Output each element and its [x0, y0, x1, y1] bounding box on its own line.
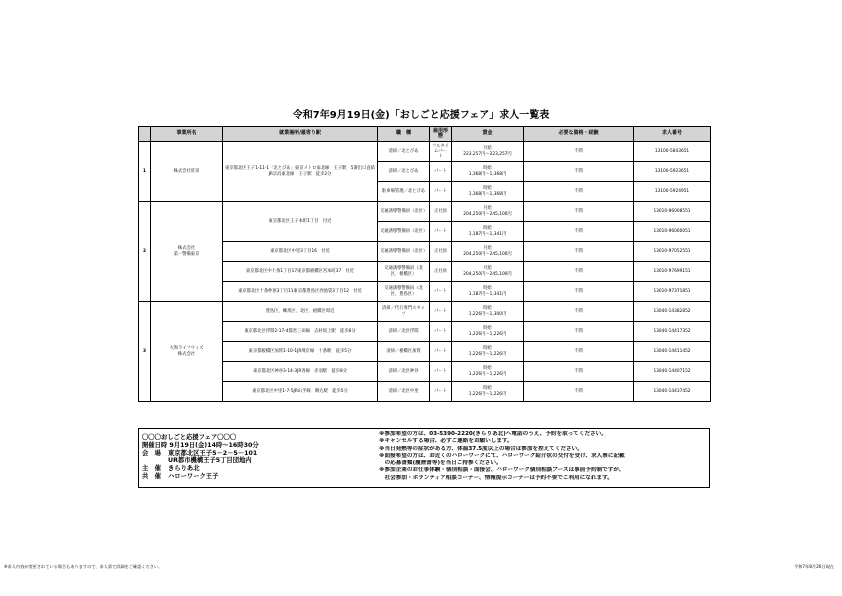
- page-title: 令和7年9月19日(金)「おしごと応援フェア」求人一覧表: [292, 110, 550, 121]
- footer-date: 令和7年8月26日現在: [794, 564, 834, 569]
- wage-type: 時給: [483, 386, 492, 392]
- wage-type: 月給: [483, 206, 492, 212]
- table-body: [139, 142, 711, 402]
- job-number: 13100-5843651: [634, 142, 711, 162]
- job-title: 交通誘導警備員（北区、板橋区）: [378, 262, 430, 282]
- qualification: 不問: [524, 262, 634, 282]
- event-host: [142, 465, 370, 473]
- work-location: 東京都北区浮間2-17-4都営三田線 志村坂上駅 徒歩6分: [223, 322, 378, 342]
- wage-range: 204,250円～245,100円: [463, 251, 512, 257]
- table-row: [139, 242, 711, 262]
- event-notes: [379, 431, 709, 482]
- job-number: 13100-5923651: [634, 162, 711, 182]
- wage: [452, 222, 524, 242]
- table-row: [139, 142, 711, 162]
- qualification: 不問: [524, 182, 634, 202]
- job-number: 13040-14437452: [634, 382, 711, 402]
- job-title: 清掃／北区浮間: [378, 322, 430, 342]
- qualification: 不問: [524, 342, 634, 362]
- event-co-host: [142, 473, 370, 481]
- job-number: 13040-14382852: [634, 302, 711, 322]
- event-host-value: きらりあ北: [168, 465, 200, 473]
- note-line: 社会参加・ボランティア相談コーナー、情報提示コーナーは予約不要でご利用になれます。: [379, 474, 613, 481]
- employment-type: 正社員: [430, 242, 452, 262]
- wage-type: 時給: [483, 226, 492, 232]
- header-qualification: 必要な資格・経験: [524, 127, 634, 142]
- job-title: 清掃／北区神谷: [378, 362, 430, 382]
- employment-type: パート: [430, 222, 452, 242]
- work-location: 東京都北区王子本町1丁目 付近: [223, 202, 378, 242]
- wage-type: 月給: [483, 246, 492, 252]
- header-location: 就業場所/最寄り駅: [223, 127, 378, 142]
- qualification: 不問: [524, 322, 634, 342]
- employment-type: パート: [430, 182, 452, 202]
- job-title: 交通誘導警備員（北区、豊島区）: [378, 282, 430, 302]
- employment-type: パート: [430, 282, 452, 302]
- work-location: 東京都北区神谷3-14-3JR各線 赤羽駅 徒歩8分: [223, 362, 378, 382]
- work-location: 東京都北区中里1-7-5JR山手線 駒込駅 徒歩5分: [223, 382, 378, 402]
- event-info-box: [138, 428, 710, 488]
- wage-type: 月給: [483, 146, 492, 152]
- work-location: 東京都北区中十条1丁目17東京都板橋区宮本町37 付近: [223, 262, 378, 282]
- wage: [452, 202, 524, 222]
- event-date: [142, 442, 370, 450]
- wage-type: 時給: [483, 366, 492, 372]
- group-number: 3: [139, 302, 151, 402]
- wage-range: 1,368円～1,368円: [468, 191, 507, 197]
- employment-type: パート: [430, 382, 452, 402]
- job-number: 13010-97052551: [634, 242, 711, 262]
- wage: [452, 342, 524, 362]
- wage-range: 1,226円～1,226円: [468, 331, 507, 337]
- header-employment: 雇用形態: [430, 127, 452, 142]
- wage: [452, 182, 524, 202]
- wage: [452, 262, 524, 282]
- event-co-host-value: ハローワーク王子: [168, 472, 219, 480]
- wage-range: 1,226円～1,226円: [468, 391, 507, 397]
- company-name: [151, 202, 223, 302]
- employment-type: パート: [430, 362, 452, 382]
- header-job-number: 求人番号: [634, 127, 711, 142]
- wage-range: 223,257円～223,257円: [463, 151, 512, 157]
- wage-range: 1,187円～1,341円: [468, 231, 507, 237]
- note-line: ※参加企業のお仕事体験・個別相談・面接会、ハローワーク個別相談ブースは事前予約制ですが、: [379, 467, 625, 474]
- qualification: 不問: [524, 162, 634, 182]
- qualification: 不問: [524, 222, 634, 242]
- job-listing-table: [138, 126, 711, 402]
- employment-type: 正社員: [430, 202, 452, 222]
- job-number: 13010-96008551: [634, 202, 711, 222]
- work-location: 豊島区、練馬区、北区、板橋区周辺: [223, 302, 378, 322]
- footer-disclaimer: ※求人内容が変更されている場合もありますので、求人票で詳細をご確認ください。: [4, 564, 163, 569]
- wage: [452, 162, 524, 182]
- job-number: 13100-5924951: [634, 182, 711, 202]
- company-name-line: 大和ライフウィズ: [169, 346, 204, 352]
- wage-range: 1,226円～1,226円: [468, 371, 507, 377]
- job-title: 清掃／代行専門スタッフ: [378, 302, 430, 322]
- qualification: 不問: [524, 302, 634, 322]
- wage-type: 時給: [483, 166, 492, 172]
- group-number: 2: [139, 202, 151, 302]
- qualification: 不問: [524, 142, 634, 162]
- employment-type: パート: [430, 162, 452, 182]
- header-company: 事業所名: [151, 127, 223, 142]
- wage-type: 時給: [483, 346, 492, 352]
- event-name: 〇〇〇おしごと応援フェア〇〇〇: [142, 434, 237, 441]
- wage: [452, 302, 524, 322]
- wage-type: 時給: [483, 326, 492, 332]
- wage-type: 時給: [483, 286, 492, 292]
- wage-type: 月給: [483, 266, 492, 272]
- qualification: 不問: [524, 202, 634, 222]
- job-number: 13010-97699151: [634, 262, 711, 282]
- employment-type: パート: [430, 342, 452, 362]
- event-details: [142, 434, 370, 481]
- event-host-label: 主 催: [142, 465, 161, 473]
- note-line: ※面接希望の方は、お近くのハローワークにて、ハローワーク紹介状の交付を受け、求人票に記載: [379, 452, 625, 459]
- work-location: 東京都北区十条仲原3丁目11東京都豊島区西池袋3丁目12 付近: [223, 282, 378, 302]
- company-name: [151, 302, 223, 402]
- wage-type: 時給: [483, 186, 492, 192]
- header-job: 職 種: [378, 127, 430, 142]
- wage-range: 1,368円～1,368円: [468, 171, 507, 177]
- company-name-line: 第一警備東京: [173, 251, 200, 257]
- qualification: 不問: [524, 362, 634, 382]
- job-number: 13010-96060051: [634, 222, 711, 242]
- company-name-line: 株式会社旺栄: [173, 168, 200, 174]
- table-row: [139, 322, 711, 342]
- job-number: 13040-14407152: [634, 362, 711, 382]
- wage: [452, 242, 524, 262]
- company-name-line: 株式会社: [177, 246, 196, 252]
- job-title: 交通誘導警備員（北区）: [378, 202, 430, 222]
- header-no: [139, 127, 151, 142]
- note-line: ※当日発熱等の症状がある方、体温37.5度以上の場合は参加を控えてください。: [379, 445, 583, 452]
- employment-type: パート: [430, 302, 452, 322]
- wage: [452, 322, 524, 342]
- event-venue-line1: 東京都北区王子5－2－5－101: [168, 449, 258, 457]
- job-title: 交通誘導警備員（北区）: [378, 222, 430, 242]
- wage-range: 1,187円～1,341円: [468, 291, 507, 297]
- table-row: [139, 262, 711, 282]
- table-row: [139, 202, 711, 222]
- job-title: 清掃／板橋区加賀: [378, 342, 430, 362]
- company-name-line: 株式会社: [177, 351, 196, 357]
- event-date-label: 開催日時: [142, 441, 168, 449]
- employment-type: パート: [430, 322, 452, 342]
- wage-range: 1,226円～1,300円: [468, 311, 507, 317]
- job-number: 13040-14417352: [634, 322, 711, 342]
- wage-range: 1,226円～1,226円: [468, 351, 507, 357]
- job-title: 清掃／北とぴあ: [378, 142, 430, 162]
- wage: [452, 382, 524, 402]
- event-venue-line2: UR都市機構王子5丁目団地内: [168, 457, 252, 465]
- group-number: 1: [139, 142, 151, 202]
- employment-type: 正社員: [430, 262, 452, 282]
- work-location: 東京都板橋区加賀1-10-1JR埼京線 十条駅 徒歩5分: [223, 342, 378, 362]
- table-row: [139, 282, 711, 302]
- wage: [452, 362, 524, 382]
- table-row: [139, 362, 711, 382]
- table-row: [139, 382, 711, 402]
- table-row: [139, 342, 711, 362]
- qualification: 不問: [524, 382, 634, 402]
- event-date-value: 9月19日(金)14時～16時30分: [169, 441, 259, 449]
- employment-type: フルタイムパート: [430, 142, 452, 162]
- event-co-host-label: 共 催: [142, 472, 161, 480]
- work-location: 東京都北区中里3丁目16 付近: [223, 242, 378, 262]
- qualification: 不問: [524, 242, 634, 262]
- table-row: [139, 302, 711, 322]
- job-number: 13040-14411452: [634, 342, 711, 362]
- qualification: 不問: [524, 282, 634, 302]
- note-line: の応募書類(履歴書等)を当日ご持参ください。: [379, 460, 502, 467]
- job-number: 13010-97371851: [634, 282, 711, 302]
- note-line: ※参加希望の方は、03-5390-2220(きらりあ北)へ電話のうえ、予約を取ってください。: [379, 431, 607, 437]
- work-location: 東京都北区王子1-11-1「北とぴあ」東京メトロ南北線 王子駅 5番出口直結JR京浜東北線 王子駅 徒歩2分: [223, 142, 378, 202]
- job-title: 駐車場管理／北とぴあ: [378, 182, 430, 202]
- header-wage: 賃金: [452, 127, 524, 142]
- job-title: 清掃／北区中里: [378, 382, 430, 402]
- wage-type: 時給: [483, 306, 492, 312]
- note-line: ※キャンセルする場合、必ずご連絡をお願いします。: [379, 438, 513, 445]
- job-title: 清掃／北とぴあ: [378, 162, 430, 182]
- event-venue-label: 会 場: [142, 449, 161, 457]
- wage-range: 204,250円～245,100円: [463, 211, 512, 217]
- wage: [452, 282, 524, 302]
- company-name: [151, 142, 223, 202]
- job-title: 交通誘導警備員（北区）: [378, 242, 430, 262]
- wage-range: 204,250円～245,100円: [463, 271, 512, 277]
- wage: [452, 142, 524, 162]
- header-row: [139, 127, 711, 142]
